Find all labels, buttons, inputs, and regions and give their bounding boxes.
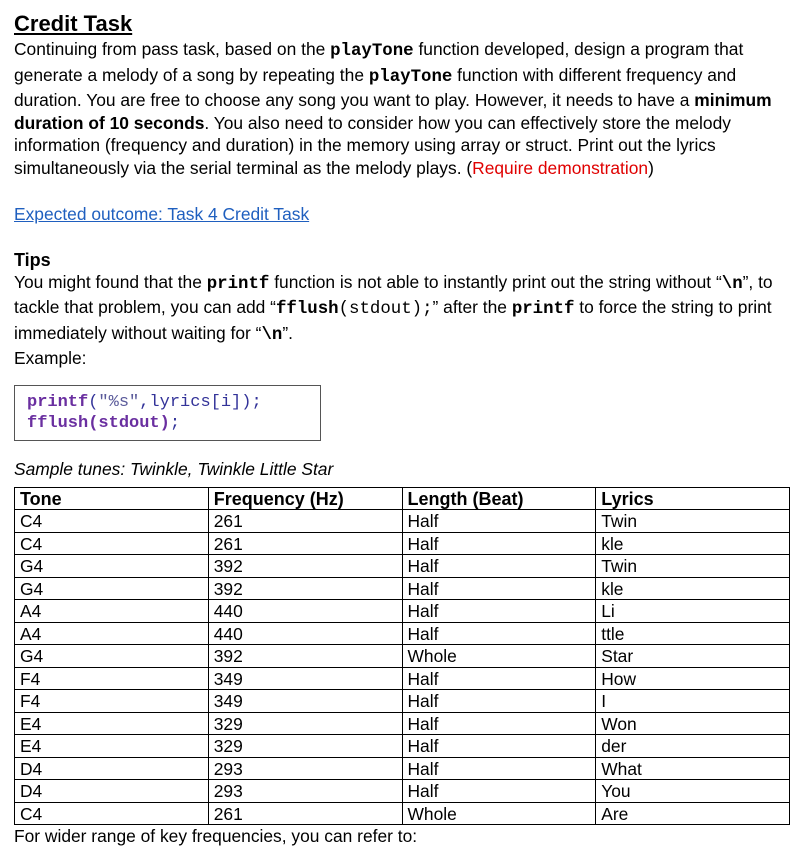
- cell-tone: F4: [15, 690, 209, 713]
- table-row: [15, 600, 790, 623]
- table-caption: Sample tunes: Twinkle, Twinkle Little Star: [14, 458, 334, 479]
- code-punc: ,lyrics[i]);: [139, 392, 262, 412]
- cell-frequency: 440: [208, 622, 402, 645]
- cell-length: Half: [402, 532, 596, 555]
- cell-length: Whole: [402, 645, 596, 668]
- cell-lyrics: kle: [596, 577, 790, 600]
- cell-length: Half: [402, 577, 596, 600]
- table-row: [15, 780, 790, 803]
- tips-span: ” after the: [432, 297, 512, 318]
- tips-span: ”, to tackle that problem, you can add “: [14, 271, 773, 318]
- printf-code: printf: [511, 300, 575, 320]
- cell-tone: E4: [15, 712, 209, 735]
- table-row: [15, 735, 790, 758]
- cell-lyrics: Twin: [596, 555, 790, 578]
- cell-frequency: 349: [208, 690, 402, 713]
- cell-length: Half: [402, 780, 596, 803]
- code-line-1: [27, 392, 320, 413]
- desc-text: . You also need to consider how you can effectively store the melody information (frequency and duration) in the memory using array or struct. Print out the lyrics simultaneously via the serial terminal as the melody plays. (: [14, 112, 731, 178]
- cell-tone: C4: [15, 510, 209, 533]
- tips-span: ”.: [282, 322, 293, 343]
- cell-frequency: 293: [208, 757, 402, 780]
- cell-lyrics: Li: [596, 600, 790, 623]
- table-row: [15, 667, 790, 690]
- desc-text: function developed, design a program that generate a melody of a song by repeating the: [14, 39, 744, 85]
- tips-heading: Tips: [14, 249, 51, 270]
- cell-tone: D4: [15, 780, 209, 803]
- cell-frequency: 261: [208, 802, 402, 825]
- printf-code: printf: [206, 274, 270, 294]
- table-row: [15, 712, 790, 735]
- cell-tone: D4: [15, 757, 209, 780]
- fflush-code: fflush: [275, 300, 339, 320]
- table-row: [15, 802, 790, 825]
- melody-table: [14, 487, 790, 826]
- code-punc: (: [88, 392, 99, 412]
- cell-lyrics: ttle: [596, 622, 790, 645]
- cell-frequency: 440: [208, 600, 402, 623]
- cell-length: Half: [402, 757, 596, 780]
- cell-lyrics: kle: [596, 532, 790, 555]
- desc-text: ): [648, 157, 654, 178]
- expected-outcome-link[interactable]: Expected outcome: Task 4 Credit Task: [14, 203, 310, 224]
- cell-tone: A4: [15, 622, 209, 645]
- header-frequency: Frequency (Hz): [208, 487, 402, 510]
- task-description: [14, 38, 794, 180]
- cell-tone: G4: [15, 577, 209, 600]
- fflush-arg-code: (stdout);: [338, 300, 433, 320]
- cell-lyrics: You: [596, 780, 790, 803]
- cell-tone: E4: [15, 735, 209, 758]
- cell-frequency: 349: [208, 667, 402, 690]
- cell-length: Half: [402, 667, 596, 690]
- table-row: [15, 555, 790, 578]
- cell-length: Half: [402, 712, 596, 735]
- tips-span: to force the string to print immediately without waiting for “: [14, 297, 772, 343]
- code-line-2: [27, 413, 320, 434]
- tips-text: [14, 271, 794, 348]
- cell-tone: C4: [15, 802, 209, 825]
- tips-span: You might found that the: [14, 271, 207, 292]
- cell-length: Half: [402, 600, 596, 623]
- cell-frequency: 261: [208, 532, 402, 555]
- newline-code: \n: [721, 274, 743, 294]
- cell-length: Half: [402, 735, 596, 758]
- cell-lyrics: der: [596, 735, 790, 758]
- cell-tone: G4: [15, 645, 209, 668]
- cell-frequency: 329: [208, 735, 402, 758]
- playtone-code: playTone: [368, 67, 453, 87]
- tips-span: function is not able to instantly print out the string without “: [269, 271, 722, 292]
- cell-frequency: 392: [208, 577, 402, 600]
- cell-frequency: 392: [208, 645, 402, 668]
- code-fn: printf: [27, 392, 89, 412]
- cell-tone: C4: [15, 532, 209, 555]
- playtone-code: playTone: [330, 42, 414, 61]
- min-duration-text: minimum duration of 10 seconds: [14, 90, 772, 133]
- cell-tone: A4: [15, 600, 209, 623]
- page-title: Credit Task: [14, 11, 133, 36]
- cell-tone: F4: [15, 667, 209, 690]
- cell-frequency: 293: [208, 780, 402, 803]
- cell-frequency: 261: [208, 510, 402, 533]
- code-arg: (stdout): [88, 413, 170, 433]
- header-length: Length (Beat): [402, 487, 596, 510]
- cell-lyrics: Star: [596, 645, 790, 668]
- table-row: [15, 622, 790, 645]
- code-str: "%s": [98, 392, 140, 412]
- cell-lyrics: What: [596, 757, 790, 780]
- newline-code: \n: [261, 325, 283, 345]
- header-lyrics: Lyrics: [596, 487, 790, 510]
- table-row: [15, 577, 790, 600]
- cell-lyrics: Twin: [596, 510, 790, 533]
- table-row: [15, 532, 790, 555]
- cell-lyrics: How: [596, 667, 790, 690]
- require-demo-text: Require demonstration: [472, 157, 649, 178]
- table-row: [15, 510, 790, 533]
- desc-text: function with different frequency and duration. You are free to choose any song you want to play. However, it needs to have a: [14, 64, 737, 111]
- header-tone: Tone: [15, 487, 209, 510]
- code-example-box: [14, 385, 321, 441]
- cell-frequency: 329: [208, 712, 402, 735]
- code-fn: fflush: [27, 413, 89, 433]
- cell-tone: G4: [15, 555, 209, 578]
- table-row: [15, 645, 790, 668]
- code-punc: ;: [169, 413, 181, 433]
- cell-frequency: 392: [208, 555, 402, 578]
- footer-text: For wider range of key frequencies, you can refer to:: [14, 826, 418, 847]
- cell-length: Half: [402, 555, 596, 578]
- table-row: [15, 690, 790, 713]
- cell-lyrics: Won: [596, 712, 790, 735]
- cell-length: Half: [402, 622, 596, 645]
- example-label: Example:: [14, 348, 87, 369]
- table-row: [15, 757, 790, 780]
- desc-text: Continuing from pass task, based on the: [14, 39, 331, 59]
- cell-lyrics: I: [596, 690, 790, 713]
- document-page: [14, 10, 794, 847]
- cell-length: Half: [402, 690, 596, 713]
- cell-length: Whole: [402, 802, 596, 825]
- cell-lyrics: Are: [596, 802, 790, 825]
- cell-length: Half: [402, 510, 596, 533]
- table-header-row: [15, 487, 790, 510]
